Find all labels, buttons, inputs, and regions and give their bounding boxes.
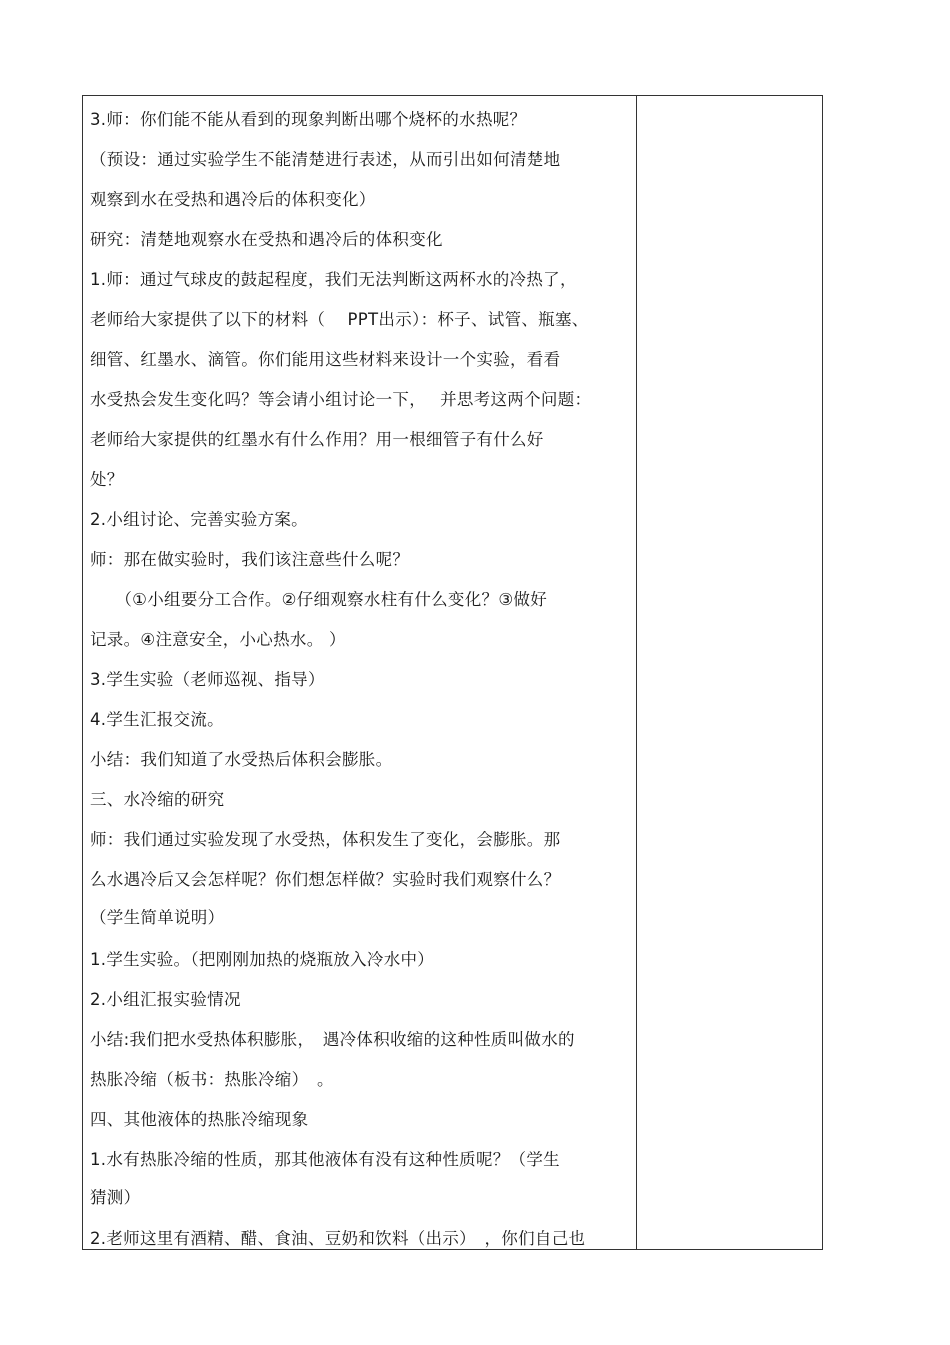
text-line: （学生简单说明） [90,908,225,927]
text-line: 处？ [90,470,124,489]
text-line: 师：那在做实验时，我们该注意些什么呢？ [90,550,410,569]
text-line: 3.师：你们能不能从看到的现象判断出哪个烧杯的水热呢？ [90,110,527,129]
text-line: 1.水有热胀冷缩的性质，那其他液体有没有这种性质呢？（学生 [90,1150,560,1169]
notes-cell [638,96,822,1249]
text-line: 热胀冷缩（板书：热胀冷缩） 。 [90,1070,334,1089]
text-line: 2.老师这里有酒精、醋、食油、豆奶和饮料（出示） ，你们自己也 [90,1229,586,1248]
text-line: 2.小组汇报实验情况 [90,990,241,1009]
text-line: 三、水冷缩的研究 [90,790,225,809]
text-line: 老师给大家提供的红墨水有什么作用？用一根细管子有什么好 [90,430,544,449]
text-line: 观察到水在受热和遇冷后的体积变化） [90,190,376,209]
text-line: 水受热会发生变化吗？等会请小组讨论一下， 并思考这两个问题： [90,390,592,409]
column-divider [636,96,637,1249]
text-line: 研究：清楚地观察水在受热和遇冷后的体积变化 [90,230,443,249]
text-line: 老师给大家提供了以下的材料（ PPT出示）：杯子、试管、瓶塞、 [90,310,589,329]
text-line: 细管、红墨水、滴管。你们能用这些材料来设计一个实验，看看 [90,350,561,369]
text-line: 小结:我们把水受热体积膨胀， 遇冷体积收缩的这种性质叫做水的 [90,1030,575,1049]
text-line: 么水遇冷后又会怎样呢？你们想怎样做？实验时我们观察什么？ [90,870,561,889]
text-line: （预设：通过实验学生不能清楚进行表述，从而引出如何清楚地 [90,150,561,169]
text-line: 4.学生汇报交流。 [90,710,224,729]
text-line: 猜测） [90,1188,141,1207]
text-line: （①小组要分工合作。②仔细观察水柱有什么变化？③做好 [90,590,548,609]
text-line: 记录。④注意安全，小心热水。 ） [90,630,346,649]
text-line: 四、其他液体的热胀冷缩现象 [90,1110,309,1129]
text-line: 小结：我们知道了水受热后体积会膨胀。 [90,750,393,769]
text-line: 3.学生实验（老师巡视、指导） [90,670,325,689]
text-line: 师：我们通过实验发现了水受热，体积发生了变化，会膨胀。那 [90,830,561,849]
text-line: 1.学生实验。（把刚刚加热的烧瓶放入冷水中） [90,950,435,969]
text-line: 1.师：通过气球皮的鼓起程度，我们无法判断这两杯水的冷热了， [90,270,577,289]
lesson-table [82,95,823,1250]
text-line: 2.小组讨论、完善实验方案。 [90,510,308,529]
